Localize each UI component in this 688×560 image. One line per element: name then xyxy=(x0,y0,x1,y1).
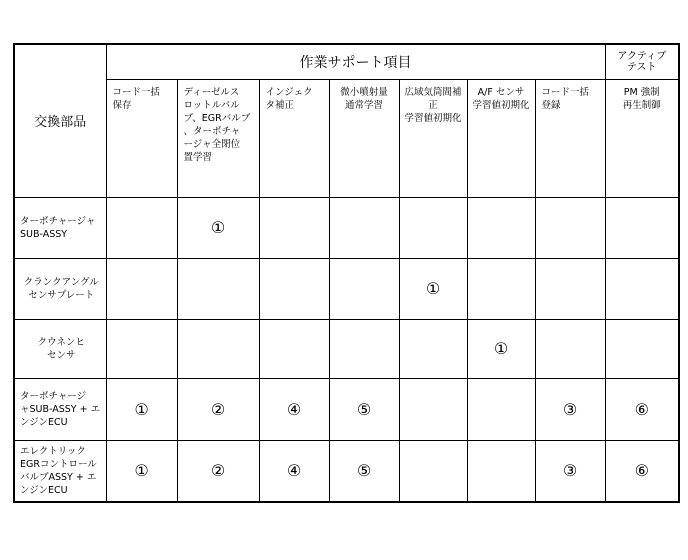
mark-cell xyxy=(399,378,467,440)
mark-cell xyxy=(467,440,535,502)
mark-cell: ② xyxy=(177,440,259,502)
mark-cell: ① xyxy=(467,319,535,378)
col-header-micro-injection: 微小噴射量 通常学習 xyxy=(329,79,399,197)
row-part-label: クウネンヒ センサ xyxy=(14,319,106,378)
mark-cell: ③ xyxy=(535,378,605,440)
mark-cell: ⑤ xyxy=(329,378,399,440)
mark-cell xyxy=(467,258,535,319)
col-header-injector-correction: インジェク タ補正 xyxy=(259,79,329,197)
mark-cell xyxy=(399,440,467,502)
col-header-af-sensor: A/F センサ 学習値初期化 xyxy=(467,79,535,197)
mark-cell xyxy=(106,319,177,378)
row-part-label: クランクアングル センサプレート xyxy=(14,258,106,319)
mark-cell: ⑤ xyxy=(329,440,399,502)
mark-cell xyxy=(605,319,679,378)
table-row xyxy=(14,319,679,378)
mark-cell xyxy=(467,197,535,258)
table-row xyxy=(14,378,679,440)
mark-cell xyxy=(399,197,467,258)
mark-cell xyxy=(329,319,399,378)
mark-cell xyxy=(399,319,467,378)
mark-cell xyxy=(605,197,679,258)
table-row xyxy=(14,197,679,258)
row-part-label: ターボチャージ ャSUB-ASSY + エ ンジンECU xyxy=(14,378,106,440)
mark-cell xyxy=(177,319,259,378)
row-part-label: エレクトリック EGRコントロール バルブASSY + エ ンジンECU xyxy=(14,440,106,502)
part-header: 交換部品 xyxy=(14,44,106,197)
support-group-header: 作業サポート項目 xyxy=(106,44,605,79)
mark-cell xyxy=(177,258,259,319)
table-row xyxy=(14,258,679,319)
col-header-throttle-learning: ディーゼルス ロットルバル ブ、EGRバルブ 、ターボチャ ージャ全閉位 置学習 xyxy=(177,79,259,197)
mark-cell: ④ xyxy=(259,378,329,440)
mark-cell: ① xyxy=(106,440,177,502)
mark-cell xyxy=(106,197,177,258)
mark-cell xyxy=(329,197,399,258)
mark-cell xyxy=(259,319,329,378)
mark-cell xyxy=(329,258,399,319)
mark-cell: ④ xyxy=(259,440,329,502)
work-support-table xyxy=(13,43,680,503)
mark-cell xyxy=(106,258,177,319)
row-part-label: ターボチャージャ SUB-ASSY xyxy=(14,197,106,258)
active-test-header: アクティブ テスト xyxy=(605,44,679,79)
col-header-cylinder-correction: 広域気筒間補正 学習値初期化 xyxy=(399,79,467,197)
mark-cell xyxy=(535,258,605,319)
mark-cell: ③ xyxy=(535,440,605,502)
mark-cell: ① xyxy=(106,378,177,440)
mark-cell xyxy=(535,319,605,378)
mark-cell: ① xyxy=(399,258,467,319)
col-header-code-save: コード一括 保存 xyxy=(106,79,177,197)
mark-cell xyxy=(467,378,535,440)
mark-cell: ⑥ xyxy=(605,378,679,440)
table-row xyxy=(14,440,679,502)
mark-cell xyxy=(259,258,329,319)
col-header-pm-regeneration: PM 強制 再生制御 xyxy=(605,79,679,197)
mark-cell xyxy=(259,197,329,258)
col-header-code-register: コード一括 登録 xyxy=(535,79,605,197)
mark-cell: ① xyxy=(177,197,259,258)
mark-cell xyxy=(605,258,679,319)
mark-cell: ② xyxy=(177,378,259,440)
mark-cell: ⑥ xyxy=(605,440,679,502)
mark-cell xyxy=(535,197,605,258)
